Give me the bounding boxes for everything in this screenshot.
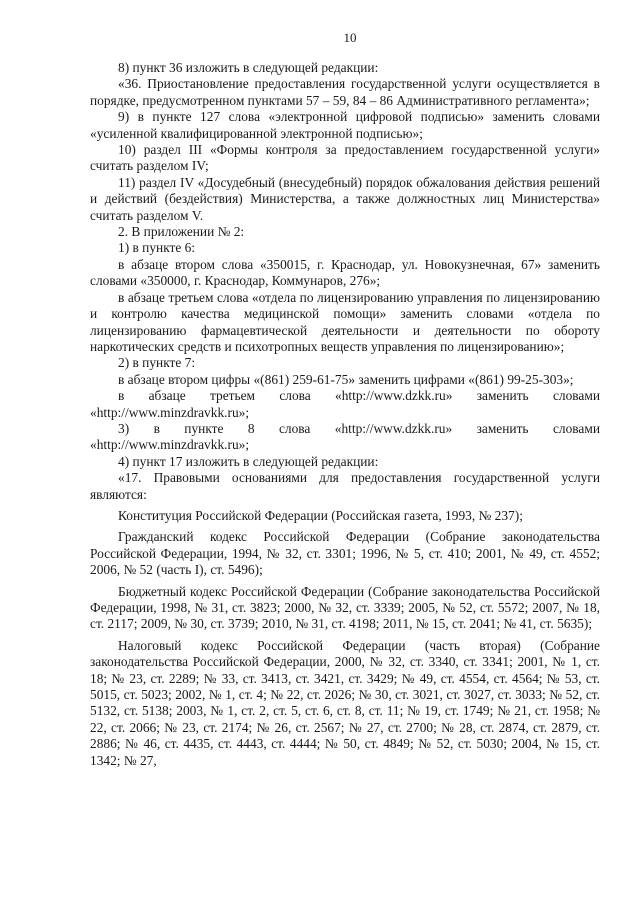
- paragraph: «17. Правовыми основаниями для предоставления государственной услуги являются:: [90, 470, 600, 502]
- paragraph: Бюджетный кодекс Российской Федерации (Собрание законодательства Российской Федерации, 1998, № 31, ст. 3823; 2000, № 32, ст. 3339; 2005, № 52, ст. 5572; 2007, № 18, ст. 2117; 2009, № 30, ст. 3739; 2010, № 31, ст. 4198; 2011, № 15, ст. 2041; № 41, ст. 5635);: [90, 583, 600, 632]
- page-number: 10: [343, 30, 357, 45]
- paragraph: Налоговый кодекс Российской Федерации (часть вторая) (Собрание законодательства Российской Федерации, 2000, № 32, ст. 3340, ст. 3341; 2001, № 1, ст. 18; № 23, ст. 2289; № 33, ст. 3413, ст. 3421, ст. 3429; № 49, ст. 4554, ст. 4564; № 53, ст. 5015, ст. 5023; 2002, № 1, ст. 4; № 22, ст. 2026; № 30, ст. 3021, ст. 3027, ст. 3033; № 52, ст. 5132, ст. 5138; 2003, № 1, ст. 2, ст. 5, ст. 6, ст. 8, ст. 11; № 19, ст. 1749; № 21, ст. 1958; № 22, ст. 2066; № 23, ст. 2174; № 26, ст. 2567; № 27, ст. 2700; № 28, ст. 2874, ст. 2879, ст. 2886; № 46, ст. 4435, ст. 4443, ст. 4444; № 50, ст. 4849; № 52, ст. 5030; 2004, № 15, ст. 1342; № 27,: [90, 637, 600, 768]
- document-body: [90, 60, 600, 769]
- paragraph: 2. В приложении № 2:: [118, 224, 245, 240]
- paragraph: 4) пункт 17 изложить в следующей редакции:: [118, 453, 379, 469]
- paragraph: 8) пункт 36 изложить в следующей редакции:: [118, 60, 379, 75]
- paragraph: в абзаце втором слова «350015, г. Краснодар, ул. Новокузнечная, 67» заменить словами «350000, г. Краснодар, Коммунаров, 276»;: [90, 256, 600, 289]
- paragraph: в абзаце третьем слова «http://www.dzkk.ru» заменить словами «http://www.minzdravkk.ru»;: [90, 388, 600, 420]
- paragraph: 10) раздел III «Формы контроля за предоставлением государственной услуги» считать разделом IV;: [90, 142, 600, 174]
- paragraph: Конституция Российской Федерации (Российская газета, 1993, № 237);: [118, 507, 523, 523]
- paragraph: Гражданский кодекс Российской Федерации (Собрание законодательства Российской Федерации, 1994, № 32, ст. 3301; 1996, № 5, ст. 410; 2001, № 49, ст. 4552; 2006, № 52 (часть I), ст. 5496);: [90, 529, 600, 578]
- paragraph: 11) раздел IV «Досудебный (внесудебный) порядок обжалования действия решений и действий (бездействия) Министерства, а также должностных лиц Министерства» считать разделом V.: [90, 174, 600, 223]
- paragraph: в абзаце втором цифры «(861) 259-61-75» заменить цифрами «(861) 99-25-303»;: [118, 371, 574, 387]
- paragraph: 9) в пункте 127 слова «электронной цифровой подписью» заменить словами «усиленной квалифицированной электронной подписью»;: [90, 109, 600, 141]
- paragraph: 1) в пункте 6:: [118, 240, 196, 256]
- paragraph: 2) в пункте 7:: [118, 355, 196, 371]
- paragraph: 3) в пункте 8 слова «http://www.dzkk.ru» заменить словами «http://www.minzdravkk.ru»;: [90, 420, 600, 453]
- paragraph: «36. Приостановление предоставления государственной услуги осуществляется в порядке, предусмотренном пунктами 57 – 59, 84 – 86 Административного регламента»;: [90, 76, 600, 108]
- paragraph: в абзаце третьем слова «отдела по лицензированию управления по лицензированию и контролю качества медицинской помощи» заменить словами «отдела по лицензированию фармацевтической деятельности и деятельности по обороту наркотических средств и психотропных веществ управления по лицензированию»;: [90, 289, 600, 354]
